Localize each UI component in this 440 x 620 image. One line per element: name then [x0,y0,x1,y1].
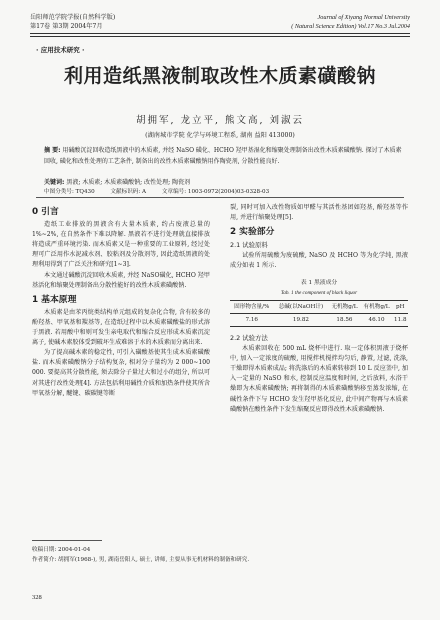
keywords-text: 黑液; 木质素; 木质素磺酸钠; 改性处理; 陶瓷剂 [66,179,191,186]
intro-paragraph: 造纸工业排放的黑液含有大量木质素, 约占废液总量的 1%~2%, 在自然条件下难以降解. 黑液若不进行处理就直接排放将造成严重环境污染. 而木质素又是一种重要的工业原料, 经过处理可广泛用作水泥减水剂、胶粘剂及分散剂等, 因此造纸黑液的处理利用得到了广泛关注和研究[1~3]. [32,221,210,269]
clc-number: 中图分类号: TQ430 [44,189,95,195]
keywords-label: 关键词: [44,179,65,186]
table-header-cell: 固形物含量/% [230,300,273,313]
abstract [44,146,404,167]
left-column [32,203,210,399]
abstract-label: 摘 要: [44,147,61,154]
black-liquor-table [230,300,408,327]
table-cell: 7.16 [230,313,273,326]
process-heading: 2.2 试验方法 [230,333,268,342]
author-bio: 作者简介: 胡拥军(1968-), 男, 湖南岳阳人, 硕士, 讲师, 主要从事无机材料的制备和研究. [32,557,250,563]
table-caption: 表 1 黑液成分 [300,279,338,286]
article-id: 文章编号: 1003-0972(2004)03-0328-03 [161,189,270,195]
table-header-cell: pH [393,300,408,313]
table-cell: 46.10 [360,313,392,326]
header-right [210,14,410,31]
materials-heading: 2.1 试验原料 [230,241,268,250]
table-cell: 18.56 [328,313,360,326]
principle-paragraph: 为了提高碱木素的稳定性, 可引入磺酸基使其生成木质素磺酸盐. 而木质素磺酸钠分子结构复杂, 相对分子量约为 2 000~100 000. 要提高其分散性能, 须去除分子量过大和过小的组分, 所以可对其进行改性处理[4]. 方法包括利用碱性介质和加热条件使其所含甲氧基分解, 醚键、碳碳键等断 [32,349,210,397]
header-thick-rule [30,33,410,34]
table-cell: 11.8 [393,313,408,326]
journal-name-cn: 岳阳师范学院学报(自然科学版) [30,14,116,21]
issue-info-en: ( Natural Science Edition) Vol.17 No.3 Jul.2004 [291,22,410,30]
table-header-cell: 有机物g/L [360,300,392,313]
document-code: 文献标识码: A [110,189,147,195]
principle-paragraph: 木质素是由苯丙烷类结构单元组成的复杂化合物, 含有较多的酚羟基、甲氧基和羰基等, 在造纸过程中以木质素磺酸盐的形式溶于黑液. 若用酸中和则可发生亲电取代和缩合反应形成木质素沉淀离子, 使碱木素胶体受到破坏生成难溶于水的木质素而分离出来. [32,308,210,347]
authors: 胡拥军, 龙立平, 熊文高, 刘淑云 [135,115,305,126]
keywords [44,177,404,186]
process-paragraph: 木质素回收在 500 mL 烧杯中进行. 取一定体积黑液于烧杯中, 加入一定浓度的硫酸, 用搅拌机搅拌均匀后, 静置, 过滤, 洗涤, 干燥即得木质素成品; 将洗涤后的木质素转移到 10 L 反应釜中, 加入一定量的 NaSO 和水, 控制反应温度和时间, 之后放料, 水浴干燥即为木质素磺酸钠; 再将制得的木质素磺酸钠移至蒸发浓缩, 在碱性条件下与 HCHO 发生羟甲基化反应, 此中间产物再与木质素磺酸钠在酸性条件下发生缩聚反应即得改性木质素磺酸钠. [230,345,408,413]
abstract-divider [36,197,404,198]
principle-heading: 1 基本原理 [32,294,77,305]
experiment-heading: 2 实验部分 [230,227,275,238]
table-header-cell: 无机物g/L [328,300,360,313]
footnote [32,545,412,565]
header-left [30,14,230,31]
table-subcaption: Tab. 1 the component of black liquor [280,289,358,296]
journal-name-en: Journal of Xiyang Normal University [317,14,410,21]
page-number: 328 [32,594,42,601]
intro-heading: 0 引言 [32,207,59,217]
issue-info-cn: 第17卷 第3期 2004年7月 [30,22,103,30]
abstract-text: 用碱酸沉淀回收造纸黑液中的木质素, 并经 NaSO 磺化、HCHO 羟甲基湿化和缩聚处理制备出改性木质素磺酸钠. 探讨了木质素回收, 磺化和改性处理的工艺条件, 制备出的改性木质素磺酸钠用作陶瓷剂, 分散性能良好. [44,147,402,165]
table-row [230,313,408,326]
affiliation: (湖南城市学院 化学与环境工程系, 湖南 益阳 413000) [145,132,295,139]
header-thin-rule [30,36,410,37]
table-cell: 19.82 [273,313,328,326]
intro-paragraph: 本文通过碱酸沉淀回收木质素, 并经 NaSO磺化, HCHO 羟甲基活化和缩聚处理制备出分散性能好的改性木质素磺酸钠. [32,271,210,289]
classification-line [44,187,404,195]
table-header-cell: 总碱(以NaOH计) [273,300,328,313]
column-tag: · 应用技术研究 · [36,46,85,54]
continued-paragraph: 裂, 同时可加入改性物质如甲醛与其活性基团如羟基, 酚羟基等作用, 并进行缩聚处理[5]. [230,204,408,222]
right-column [230,203,408,415]
footnote-rule [32,540,102,541]
received-date: 收稿日期: 2004-01-04 [32,547,91,553]
materials-paragraph: 试验所用硫酸为废硫酸, NaSO 及 HCHO 等为化学纯, 黑液成分如表 1 所示. [230,252,408,270]
paper-title: 利用造纸黑液制取改性木质素磺酸钠 [63,65,376,87]
table-header-row [230,300,408,313]
